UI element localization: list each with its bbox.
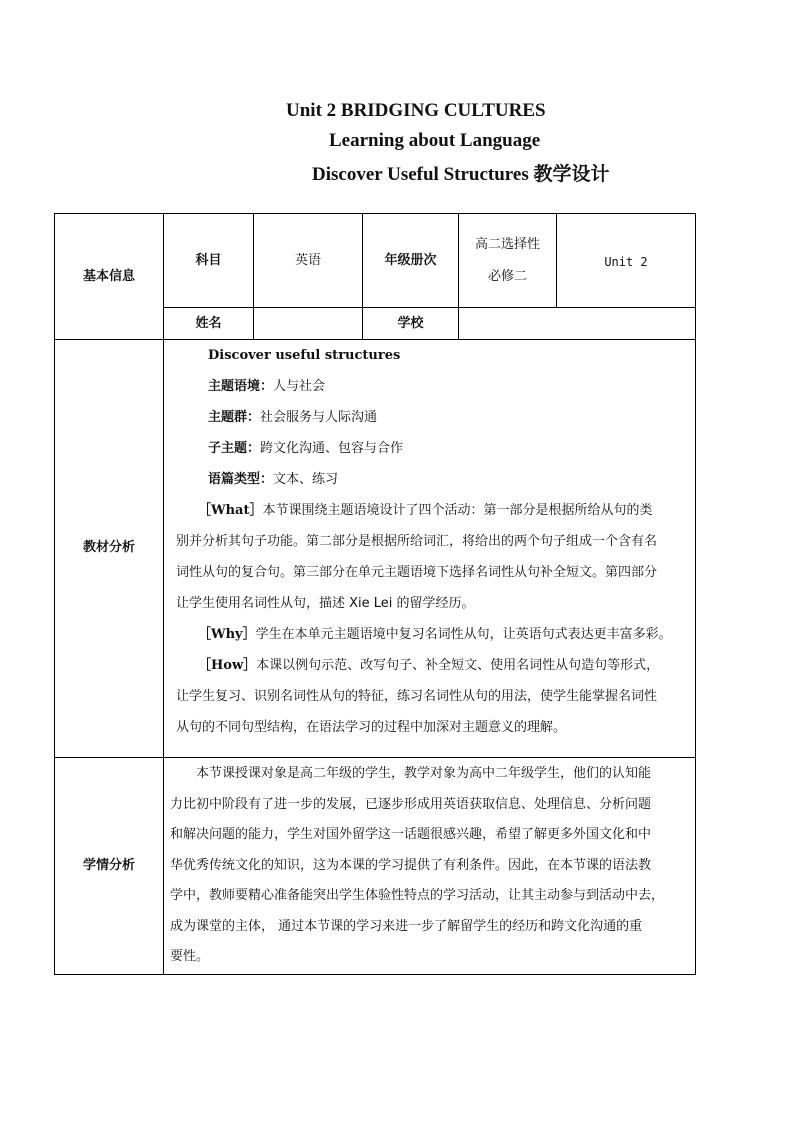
how-paragraph-line: ［How］本课以例句示范、改写句子、补全短文、使用名词性从句造句等形式， bbox=[198, 658, 660, 673]
subject-value: 英语 bbox=[294, 253, 321, 268]
what-paragraph-line: ［What］本节课围绕主题语境设计了四个活动：第一部分是根据所给从句的类 bbox=[198, 503, 653, 518]
grade-label: 年级册次 bbox=[384, 253, 437, 268]
learner-analysis-content bbox=[170, 759, 692, 973]
grade-value-line-2: 必修二 bbox=[487, 269, 527, 284]
title-line-1: Unit 2 BRIDGING CULTURES bbox=[286, 100, 546, 121]
unit-value: Unit 2 bbox=[604, 255, 648, 269]
section-heading: Discover useful structures bbox=[208, 348, 401, 363]
what-paragraph-line: 别并分析其句子功能。第二部分是根据所给词汇，将给出的两个句子组成一个含有名 bbox=[176, 534, 658, 549]
table-border-right bbox=[695, 213, 696, 975]
list-item: 子主题：跨文化沟通、包容与合作 bbox=[208, 441, 404, 456]
grade-value-line-1: 高二选择性 bbox=[474, 237, 540, 252]
why-tag: ［Why］ bbox=[198, 627, 256, 642]
paragraph-line: 本节课授课对象是高二年级的学生，教学对象为高中二年级学生，他们的认知能 bbox=[196, 766, 652, 781]
material-analysis-label: 教材分析 bbox=[82, 540, 135, 555]
school-field[interactable] bbox=[459, 308, 695, 339]
paragraph-line: 要性。 bbox=[170, 949, 210, 964]
what-paragraph-line: 词性从句的复合句。第三部分在单元主题语境下选择名词性从句补全短文。第四部分 bbox=[176, 565, 658, 580]
list-item: 语篇类型：文本、练习 bbox=[208, 472, 339, 487]
paragraph-line: 华优秀传统文化的知识，这为本课的学习提供了有利条件。因此，在本节课的语法教 bbox=[170, 857, 652, 873]
paragraph-line: 学中，教师要精心准备能突出学生体验性特点的学习活动，让其主动参与到活动中去， bbox=[170, 888, 665, 903]
name-label: 姓名 bbox=[195, 316, 222, 331]
basic-info-label: 基本信息 bbox=[82, 269, 135, 284]
title-line-3: Discover Useful Structures 教学设计 bbox=[312, 164, 610, 185]
paragraph-line: 和解决问题的能力，学生对国外留学这一话题很感兴趣，希望了解更多外国文化和中 bbox=[170, 827, 652, 842]
row-divider bbox=[54, 757, 696, 758]
table-border-bottom bbox=[54, 974, 696, 975]
material-analysis-content bbox=[176, 340, 691, 743]
table-border-top bbox=[54, 213, 696, 214]
paragraph-line: 力比初中阶段有了进一步的发展，已逐步形成用英语获取信息、处理信息、分析问题 bbox=[170, 796, 652, 812]
name-field[interactable] bbox=[254, 308, 362, 339]
what-tag: ［What］ bbox=[198, 503, 263, 518]
subject-label: 科目 bbox=[195, 253, 222, 268]
how-tag: ［How］ bbox=[198, 658, 257, 673]
list-item: 主题群：社会服务与人际沟通 bbox=[208, 410, 378, 425]
title-line-2: Learning about Language bbox=[329, 130, 541, 151]
what-paragraph-line: 让学生使用名词性从句，描述 Xie Lei 的留学经历。 bbox=[176, 596, 475, 611]
learner-analysis-label: 学情分析 bbox=[82, 858, 135, 873]
how-paragraph-line: 从句的不同句型结构，在语法学习的过程中加深对主题意义的理解。 bbox=[176, 720, 567, 735]
list-item: 主题语境：人与社会 bbox=[208, 379, 326, 394]
why-paragraph-line: ［Why］学生在本单元主题语境中复习名词性从句，让英语句式表达更丰富多彩。 bbox=[198, 627, 672, 642]
how-paragraph-line: 让学生复习、识别名词性从句的特征，练习名词性从句的用法，使学生能掌握名词性 bbox=[176, 689, 658, 704]
paragraph-line: 成为课堂的主体， 通过本节课的学习来进一步了解留学生的经历和跨文化沟通的重 bbox=[170, 918, 643, 934]
school-label: 学校 bbox=[397, 316, 424, 331]
